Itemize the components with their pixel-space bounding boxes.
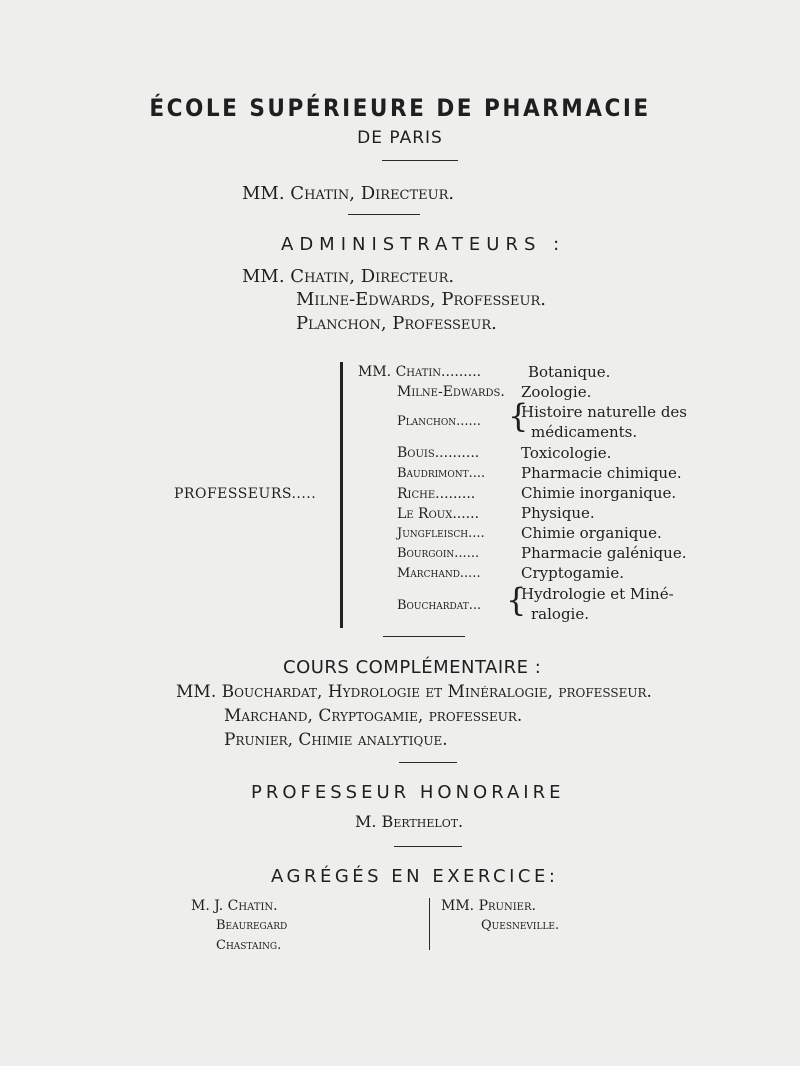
- professeurs-label: PROFESSEURS.....: [174, 486, 317, 502]
- prof-subject: Pharmacie chimique.: [521, 464, 682, 482]
- prof-subject-cont: médicaments.: [531, 423, 638, 441]
- small-brace: {: [506, 581, 527, 619]
- admin-line: Planchon, Professeur.: [296, 313, 497, 334]
- prof-subject: Chimie organique.: [521, 524, 662, 542]
- prof-name: Bourgoin......: [397, 546, 480, 561]
- prof-name: Le Roux......: [397, 506, 480, 522]
- honoraire-heading: PROFESSEUR HONORAIRE: [251, 782, 565, 803]
- prof-subject-cont: ralogie.: [531, 605, 589, 623]
- agrege-name: M. J. Chatin.: [191, 898, 278, 914]
- divider: [382, 160, 458, 161]
- agrege-name: Beauregard: [216, 918, 288, 933]
- cours-line: Marchand, Cryptogamie, professeur.: [224, 706, 523, 726]
- prof-name: Marchand.....: [397, 566, 481, 581]
- professeurs-brace: [340, 362, 351, 628]
- honoraire-name: M. Berthelot.: [355, 812, 464, 831]
- cours-line: Prunier, Chimie analytique.: [224, 730, 448, 750]
- prof-name: Planchon......: [397, 414, 481, 429]
- prof-name: Riche.........: [397, 486, 476, 502]
- prof-name: Milne-Edwards.: [397, 384, 505, 400]
- prof-subject: Cryptogamie.: [521, 564, 624, 582]
- admin-line: MM. Chatin, Directeur.: [242, 266, 455, 287]
- prof-subject: Zoologie.: [521, 383, 592, 401]
- cours-line: MM. Bouchardat, Hydrologie et Minéralogie, professeur.: [176, 682, 652, 702]
- prof-subject: Physique.: [521, 504, 595, 522]
- school-title: ÉCOLE SUPÉRIEURE DE PHARMACIE: [149, 94, 651, 122]
- prof-name: MM. Chatin.........: [358, 364, 482, 380]
- prof-subject: Histoire naturelle des: [521, 403, 688, 421]
- divider: [383, 636, 465, 637]
- column-divider: [429, 898, 430, 950]
- prof-name: Bouchardat...: [397, 598, 482, 613]
- prof-subject: Toxicologie.: [521, 444, 612, 462]
- school-city: DE PARIS: [357, 128, 443, 148]
- agrege-name: Quesneville.: [481, 918, 560, 933]
- divider: [399, 762, 457, 763]
- agrege-name: MM. Prunier.: [441, 898, 536, 914]
- prof-subject: Pharmacie galénique.: [521, 544, 687, 562]
- prof-name: Baudrimont....: [397, 466, 486, 481]
- prof-subject: Hydrologie et Miné-: [521, 585, 674, 603]
- divider: [348, 214, 420, 215]
- administrateurs-heading: ADMINISTRATEURS :: [281, 234, 566, 255]
- prof-subject: Chimie inorganique.: [521, 484, 677, 502]
- admin-line: Milne-Edwards, Professeur.: [296, 289, 546, 310]
- prof-name: Bouis..........: [397, 445, 480, 461]
- divider: [394, 846, 462, 847]
- prof-subject: Botanique.: [528, 363, 611, 381]
- cours-heading: COURS COMPLÉMENTAIRE :: [283, 657, 542, 678]
- prof-name: Jungfleisch....: [397, 526, 485, 541]
- agrege-name: Chastaing.: [216, 938, 282, 953]
- small-brace: {: [508, 397, 529, 435]
- director-line: MM. Chatin, Directeur.: [242, 183, 455, 204]
- agreges-heading: AGRÉGÉS EN EXERCICE:: [271, 866, 559, 887]
